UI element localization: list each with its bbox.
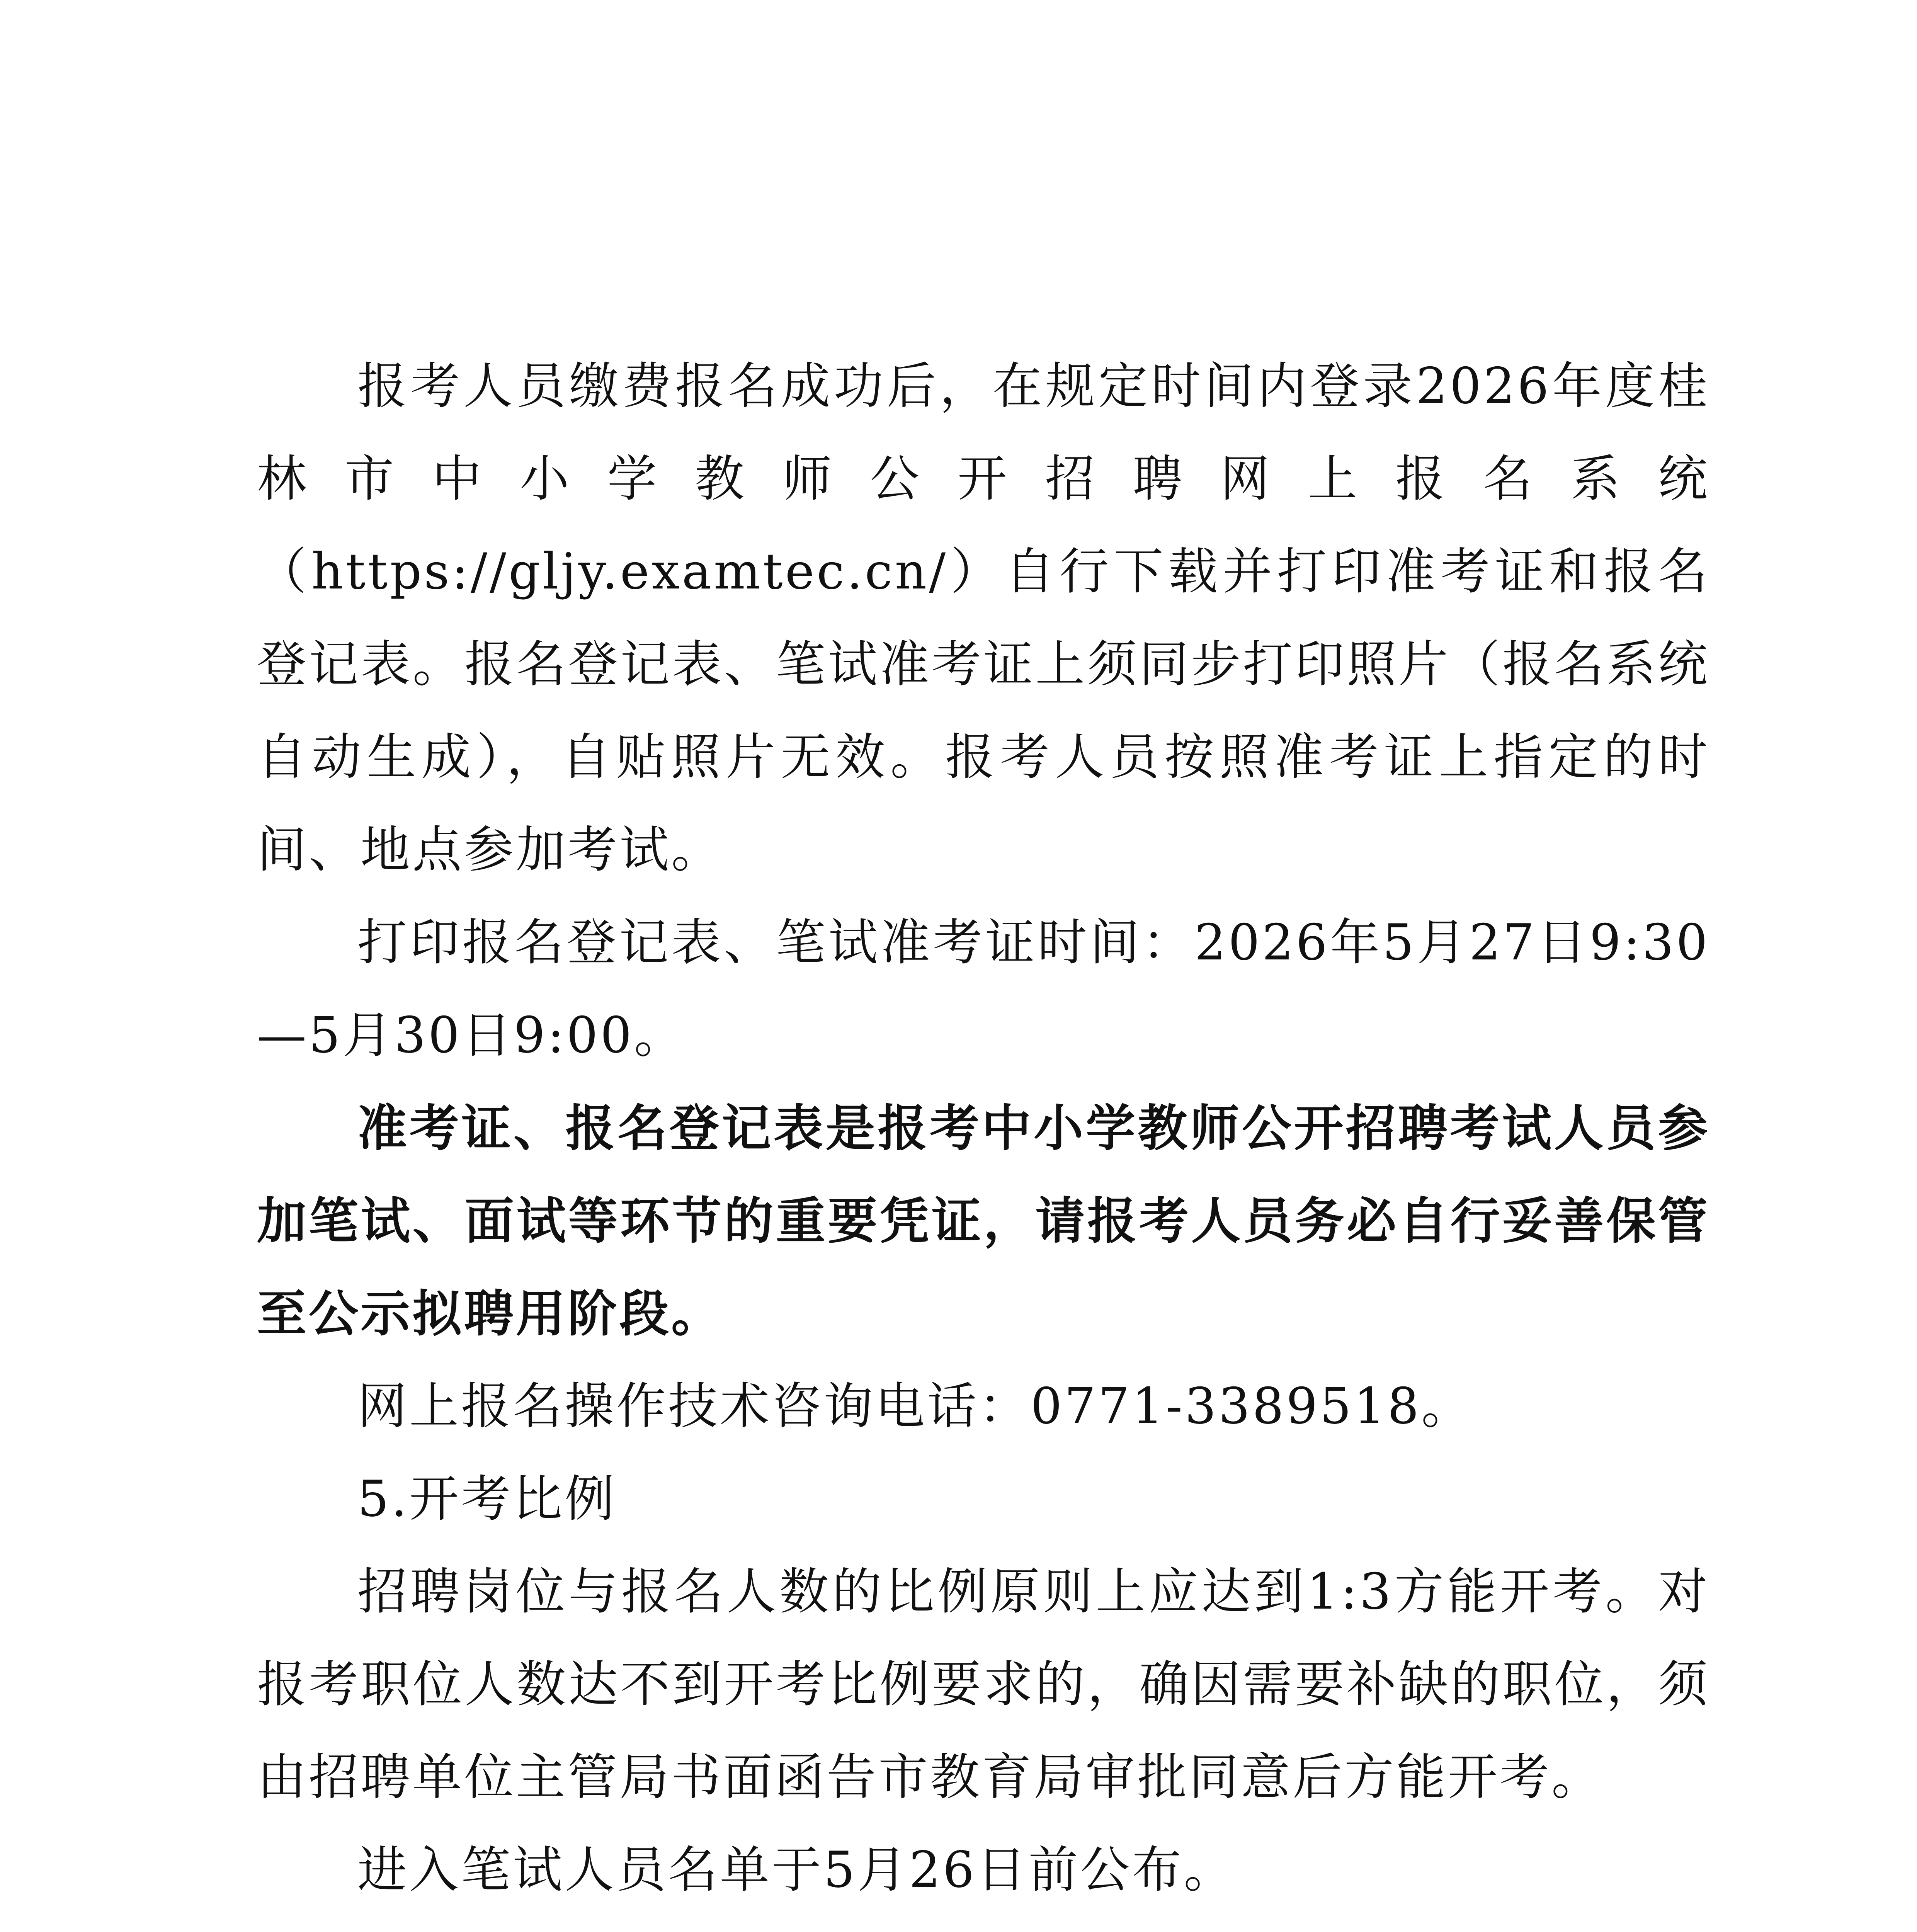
paragraph-print-admission: 报考人员缴费报名成功后，在规定时间内登录2026年度桂林市中小学教师公开招聘网上报名系统（https://gljy.examtec.cn/）自行下载并打印准考证和报名登记表。报名登记表、笔试准考证上须同步打印照片（报名系统自动生成），自贴照片无效。报考人员按照准考证上指定的时间、地点参加考试。 — [257, 357, 1710, 879]
paragraph-tech-hotline: 网上报名操作技术咨询电话：0771-3389518。 — [357, 1378, 1473, 1435]
paragraph-important-notice: 准考证、报名登记表是报考中小学教师公开招聘考试人员参加笔试、面试等环节的重要凭证，请报考人员务必自行妥善保管至公示拟聘用阶段。 — [257, 1099, 1710, 1343]
document-body — [257, 340, 1710, 1932]
heading-written-exam — [257, 1917, 1710, 1932]
paragraph-print-time: 打印报名登记表、笔试准考证时间：2026年5月27日9:30—5月30日9:00。 — [257, 914, 1710, 1064]
paragraph-written-list: 进入笔试人员名单于5月26日前公布。 — [357, 1841, 1236, 1899]
paragraph-exam-ratio: 招聘岗位与报名人数的比例原则上应达到1:3方能开考。对报考职位人数达不到开考比例要求的，确因需要补缺的职位，须由招聘单位主管局书面函告市教育局审批同意后方能开考。 — [257, 1563, 1710, 1806]
heading-exam-ratio: 5.开考比例 — [357, 1470, 617, 1528]
